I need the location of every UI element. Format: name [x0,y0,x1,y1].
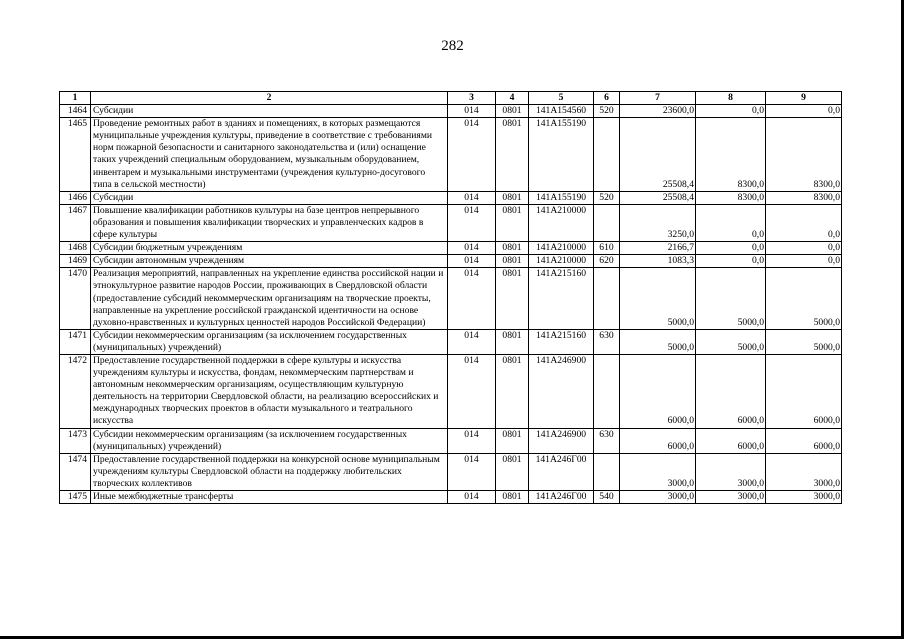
amount-col-8: 3000,0 [696,453,766,490]
expense-type-code: 540 [594,491,620,504]
column-header: 7 [620,92,696,105]
amount-col-9: 6000,0 [766,428,842,453]
row-number: 1474 [60,453,91,490]
expense-type-code: 520 [594,191,620,204]
expense-type-code: 630 [594,428,620,453]
amount-col-8: 5000,0 [696,329,766,354]
expense-type-code [594,453,620,490]
amount-col-9: 0,0 [766,242,842,255]
expense-type-code [594,118,620,192]
table-row [60,453,842,490]
row-number: 1473 [60,428,91,453]
ministry-code: 014 [448,204,496,241]
expense-type-code [594,354,620,428]
column-header: 6 [594,92,620,105]
section-code: 0801 [496,428,529,453]
ministry-code: 014 [448,118,496,192]
amount-col-9: 8300,0 [766,118,842,192]
amount-col-7: 25508,4 [620,191,696,204]
row-number: 1467 [60,204,91,241]
row-name: Предоставление государственной поддержки в сфере культуры и искусства учреждениям культуры и искусства, фондам, некоммерческим партнерствам и автономным некоммерческим организациям, осуществляющим культурную деятельность на территории Свердловской области, на реализацию всероссийских и международных творческих проектов в области музыкального и театрального искусства [91,354,448,428]
expense-type-code [594,204,620,241]
table-row [60,204,842,241]
ministry-code: 014 [448,268,496,329]
table-row [60,191,842,204]
row-name: Субсидии [91,105,448,118]
amount-col-9: 8300,0 [766,191,842,204]
amount-col-8: 5000,0 [696,268,766,329]
amount-col-9: 5000,0 [766,268,842,329]
row-number: 1464 [60,105,91,118]
target-article-code: 141A246900 [529,428,594,453]
section-code: 0801 [496,491,529,504]
column-header: 2 [91,92,448,105]
section-code: 0801 [496,453,529,490]
amount-col-8: 3000,0 [696,491,766,504]
section-code: 0801 [496,329,529,354]
table-row [60,268,842,329]
row-name: Субсидии бюджетным учреждениям [91,242,448,255]
target-article-code: 141A155190 [529,118,594,192]
ministry-code: 014 [448,255,496,268]
expense-type-code: 620 [594,255,620,268]
amount-col-7: 5000,0 [620,329,696,354]
amount-col-7: 2166,7 [620,242,696,255]
section-code: 0801 [496,255,529,268]
row-name: Субсидии некоммерческим организациям (за исключением государственных (муниципальных) учреждений) [91,329,448,354]
amount-col-9: 3000,0 [766,453,842,490]
row-name: Повышение квалификации работников культуры на базе центров непрерывного образования и повышения квалификации творческих и управленческих кадров в сфере культуры [91,204,448,241]
column-header: 1 [60,92,91,105]
amount-col-8: 8300,0 [696,191,766,204]
row-number: 1470 [60,268,91,329]
row-number: 1471 [60,329,91,354]
ministry-code: 014 [448,242,496,255]
amount-col-8: 0,0 [696,242,766,255]
amount-col-7: 3000,0 [620,453,696,490]
table-row [60,491,842,504]
amount-col-8: 8300,0 [696,118,766,192]
row-number: 1475 [60,491,91,504]
ministry-code: 014 [448,428,496,453]
row-number: 1469 [60,255,91,268]
amount-col-7: 6000,0 [620,354,696,428]
amount-col-7: 3250,0 [620,204,696,241]
amount-col-7: 5000,0 [620,268,696,329]
expense-type-code [594,268,620,329]
expense-type-code: 520 [594,105,620,118]
amount-col-9: 3000,0 [766,491,842,504]
amount-col-7: 23600,0 [620,105,696,118]
table-header-row [60,92,842,105]
amount-col-8: 0,0 [696,204,766,241]
page-number: 282 [441,38,464,54]
budget-table [59,91,842,504]
target-article-code: 141A210000 [529,242,594,255]
target-article-code: 141A154560 [529,105,594,118]
target-article-code: 141A246900 [529,354,594,428]
ministry-code: 014 [448,453,496,490]
target-article-code: 141A155190 [529,191,594,204]
amount-col-8: 0,0 [696,105,766,118]
column-header: 9 [766,92,842,105]
column-header: 5 [529,92,594,105]
row-name: Иные межбюджетные трансферты [91,491,448,504]
section-code: 0801 [496,105,529,118]
column-header: 4 [496,92,529,105]
table-row [60,329,842,354]
section-code: 0801 [496,268,529,329]
amount-col-9: 0,0 [766,105,842,118]
ministry-code: 014 [448,191,496,204]
amount-col-8: 6000,0 [696,428,766,453]
ministry-code: 014 [448,491,496,504]
row-name: Проведение ремонтных работ в зданиях и помещениях, в которых размещаются муниципальные учреждения культуры, приведение в соответствие с требованиями норм пожарной безопасности и санитарного законодательства и (или) оснащение таких учреждений специальным оборудованием, музыкальным оборудованием, инвентарем и музыкальными инструментами (учреждения культурно-досугового типа в сельской местности) [91,118,448,192]
target-article-code: 141A215160 [529,329,594,354]
row-number: 1465 [60,118,91,192]
section-code: 0801 [496,191,529,204]
column-header: 8 [696,92,766,105]
table-row [60,428,842,453]
amount-col-7: 1083,3 [620,255,696,268]
row-name: Субсидии некоммерческим организациям (за исключением государственных (муниципальных) учреждений) [91,428,448,453]
table-row [60,118,842,192]
target-article-code: 141A246Г00 [529,491,594,504]
expense-type-code: 630 [594,329,620,354]
column-header: 3 [448,92,496,105]
amount-col-7: 25508,4 [620,118,696,192]
row-number: 1466 [60,191,91,204]
amount-col-8: 0,0 [696,255,766,268]
row-number: 1468 [60,242,91,255]
expense-type-code: 610 [594,242,620,255]
section-code: 0801 [496,118,529,192]
ministry-code: 014 [448,354,496,428]
target-article-code: 141A210000 [529,204,594,241]
amount-col-9: 0,0 [766,204,842,241]
row-number: 1472 [60,354,91,428]
section-code: 0801 [496,204,529,241]
ministry-code: 014 [448,105,496,118]
row-name: Реализация мероприятий, направленных на укрепление единства российской нации и этнокультурное развитие народов России, проживающих в Свердловской области (предоставление субсидий некоммерческим организациям на творческие проекты, направленные на укрепление российской гражданской идентичности на основе духовно-нравственных и культурных ценностей народов Российской Федерации) [91,268,448,329]
amount-col-7: 3000,0 [620,491,696,504]
target-article-code: 141A246Г00 [529,453,594,490]
table-row [60,105,842,118]
amount-col-8: 6000,0 [696,354,766,428]
row-name: Предоставление государственной поддержки на конкурсной основе муниципальным учреждениям культуры Свердловской области на поддержку любительских творческих коллективов [91,453,448,490]
amount-col-9: 5000,0 [766,329,842,354]
amount-col-7: 6000,0 [620,428,696,453]
table-row [60,354,842,428]
target-article-code: 141A210000 [529,255,594,268]
row-name: Субсидии [91,191,448,204]
row-name: Субсидии автономным учреждениям [91,255,448,268]
section-code: 0801 [496,354,529,428]
table-row [60,242,842,255]
amount-col-9: 6000,0 [766,354,842,428]
amount-col-9: 0,0 [766,255,842,268]
ministry-code: 014 [448,329,496,354]
target-article-code: 141A215160 [529,268,594,329]
table-row [60,255,842,268]
section-code: 0801 [496,242,529,255]
